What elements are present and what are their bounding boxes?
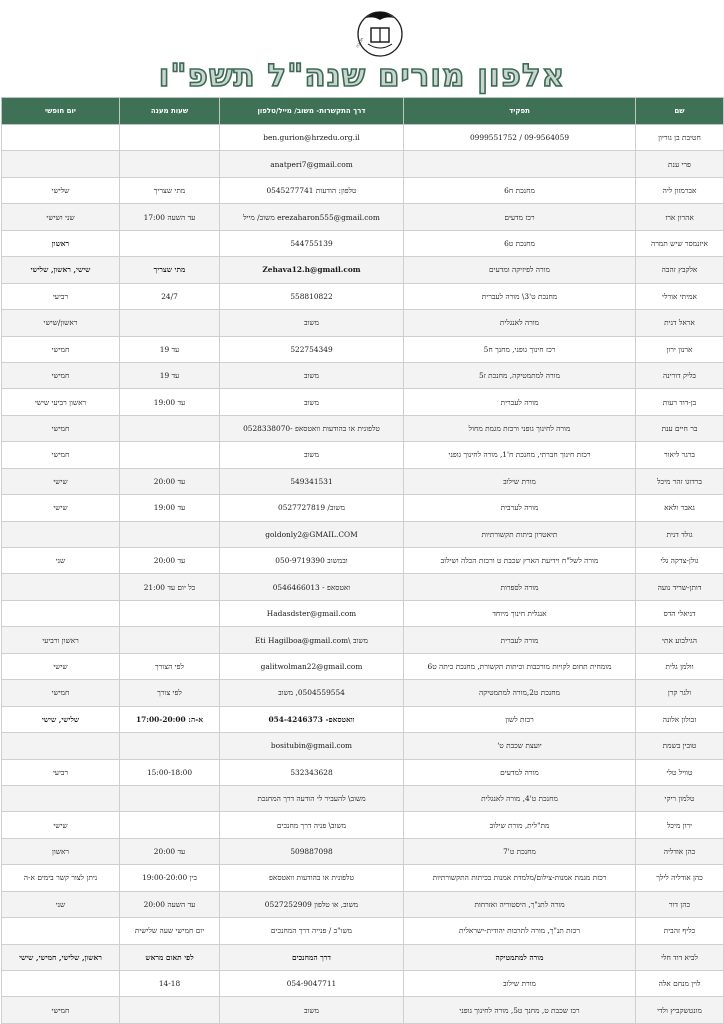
hours-cell (120, 600, 220, 626)
role-cell: מחנכת ט6 (404, 230, 636, 256)
dayoff-cell: חמישי (2, 442, 120, 468)
role-cell: מורה לשל"ח וידיעת הארץ שכבת ט ורכזת הכלה ושילוב (404, 548, 636, 574)
contact-cell: משוב, או טלפון 0527252909 (220, 891, 404, 917)
dayoff-cell: שישי (2, 468, 120, 494)
hours-cell (120, 125, 220, 151)
table-row (2, 891, 724, 917)
role-cell: מורה לחינוך גופני ורכזת מגמת מחול (404, 415, 636, 441)
hours-cell: לפי צורך (120, 680, 220, 706)
contact-cell: 509887098 (220, 838, 404, 864)
dayoff-cell: חמישי (2, 997, 120, 1024)
role-cell: מחנכת ט2,מורה למתמטיקה (404, 680, 636, 706)
name-cell: מונטשקביץ ולדי (636, 997, 724, 1024)
dayoff-cell: חמישי (2, 336, 120, 362)
role-cell: מורה למתמטיקה, מחנכת ז5 (404, 362, 636, 388)
name-cell: כהן אודליה לילך (636, 865, 724, 891)
dayoff-cell: רביעי (2, 759, 120, 785)
dayoff-cell (2, 574, 120, 600)
contact-cell: משוב (220, 389, 404, 415)
contact-cell: 549341531 (220, 468, 404, 494)
contact-cell: Zehava12.h@gmail.com (220, 257, 404, 283)
role-cell (404, 151, 636, 177)
name-cell: ברגר ליאור (636, 442, 724, 468)
hours-cell: עד 20:00 (120, 548, 220, 574)
role-cell: יועצת שכבת ט' (404, 733, 636, 759)
table-row (2, 415, 724, 441)
table-row (2, 336, 724, 362)
dayoff-cell (2, 125, 120, 151)
table-row (2, 310, 724, 336)
name-cell: כליף זהבית (636, 918, 724, 944)
dayoff-cell (2, 151, 120, 177)
name-cell: גולן-צדקה גלי (636, 548, 724, 574)
hours-cell: 15:00-18:00 (120, 759, 220, 785)
name-cell: גולד דנית (636, 521, 724, 547)
role-cell: מורה לאנגלית (404, 310, 636, 336)
table-row (2, 548, 724, 574)
hours-cell (120, 442, 220, 468)
role-cell: מורת שילוב (404, 971, 636, 997)
name-cell: כהן אודליה (636, 838, 724, 864)
hours-cell: עד 19 (120, 336, 220, 362)
name-cell: לוין מנחם אלה (636, 971, 724, 997)
dayoff-cell: שישי, ראשון, שלישי (2, 257, 120, 283)
table-row (2, 600, 724, 626)
page-title: אלפון מורים שנה"ל תשפ"ו (158, 58, 566, 94)
dayoff-cell: שישי (2, 653, 120, 679)
dayoff-cell (2, 733, 120, 759)
dayoff-cell: ניתן לצור קשר בימים א-ה (2, 865, 120, 891)
role-cell: מחנכת ט'7 (404, 838, 636, 864)
dayoff-cell: חמישי (2, 415, 120, 441)
name-cell: ארנון ירון (636, 336, 724, 362)
dayoff-cell: ראשון (2, 230, 120, 256)
contact-cell: ואטסאפ - 0546466013 (220, 574, 404, 600)
table-row (2, 865, 724, 891)
contact-cell: anatperi7@gmail.com (220, 151, 404, 177)
role-cell: מת"לית, מורת שילוב (404, 812, 636, 838)
table-row (2, 521, 724, 547)
role-cell: רכז מדעים (404, 204, 636, 230)
table-row (2, 362, 724, 388)
dayoff-cell: שלישי, שישי (2, 706, 120, 732)
dayoff-cell: ראשון/שישי (2, 310, 120, 336)
table-row (2, 812, 724, 838)
hours-cell (120, 627, 220, 653)
hours-cell: בין 19:00-20:00 (120, 865, 220, 891)
table-row (2, 680, 724, 706)
hours-cell (120, 521, 220, 547)
contact-cell: galitwolman22@gmail.com (220, 653, 404, 679)
hours-cell: עד 20:00 (120, 468, 220, 494)
role-cell: אנגלית חינוך מיוחד (404, 600, 636, 626)
name-cell: וולמן גלית (636, 653, 724, 679)
table-row (2, 918, 724, 944)
hours-cell: כל יום עד 21:00 (120, 574, 220, 600)
hours-cell: עד השעה 17:00 (120, 204, 220, 230)
table-row (2, 838, 724, 864)
table-row (2, 759, 724, 785)
hours-cell (120, 310, 220, 336)
name-cell: חטיבת בן גוריון (636, 125, 724, 151)
hours-cell: לפי הצורך (120, 653, 220, 679)
dayoff-cell: שני ושישי (2, 204, 120, 230)
dayoff-cell: חמישי (2, 362, 120, 388)
role-cell: רכזת חינוך חברתי, מחנכת ח'1, מורה לחינוך גופני (404, 442, 636, 468)
name-cell: בליק דורינה (636, 362, 724, 388)
dayoff-cell (2, 785, 120, 811)
contact-cell: משוב/ 0527727819 (220, 495, 404, 521)
dayoff-cell (2, 521, 120, 547)
role-cell: מחנכת ט'3\ מורה לעברית (404, 283, 636, 309)
hours-cell: עד 19:00 (120, 495, 220, 521)
name-cell: בר חיים ענת (636, 415, 724, 441)
dayoff-cell (2, 918, 120, 944)
role-cell: 09-9564059 / 0999551752 (404, 125, 636, 151)
role-cell: מורה למדעים (404, 759, 636, 785)
role-cell: מורה לתנ"ך, היסטוריה ואזרחות (404, 891, 636, 917)
hours-cell (120, 812, 220, 838)
column-header-name: שם (636, 98, 724, 125)
table-row (2, 944, 724, 970)
role-cell: מורה למתמטיקה (404, 944, 636, 970)
name-cell: טובין בשמת (636, 733, 724, 759)
dayoff-cell: ראשון (2, 838, 120, 864)
column-header-hours: שעות מענה (120, 98, 220, 125)
table-row (2, 151, 724, 177)
hours-cell (120, 733, 220, 759)
hours-cell: 24/7 (120, 283, 220, 309)
column-header-role: תפקיד (404, 98, 636, 125)
table-row (2, 971, 724, 997)
role-cell: תיאטרון ביתות תקשורתיות (404, 521, 636, 547)
table-row (2, 653, 724, 679)
name-cell: ירון מיכל (636, 812, 724, 838)
dayoff-cell: חמישי (2, 680, 120, 706)
name-cell: פרי ענת (636, 151, 724, 177)
role-cell: רכז חינוך גופני, מחנך ח5 (404, 336, 636, 362)
role-cell: מחנכת ח6 (404, 177, 636, 203)
hours-cell: מתי שצריך (120, 257, 220, 283)
svg-text:חטיבה: חטיבה (354, 36, 365, 49)
contact-cell: 054-9047711 (220, 971, 404, 997)
contact-cell: 522754349 (220, 336, 404, 362)
hours-cell (120, 785, 220, 811)
name-cell: כהן דור (636, 891, 724, 917)
contact-cell: 544755139 (220, 230, 404, 256)
contact-cell: bositubin@gmail.com (220, 733, 404, 759)
name-cell: אלקבץ זהבה (636, 257, 724, 283)
table-row (2, 574, 724, 600)
contact-cell: טלפון: הודעות 0545277741 (220, 177, 404, 203)
name-cell: דותן-שריד נועה (636, 574, 724, 600)
dayoff-cell (2, 600, 120, 626)
table-row (2, 389, 724, 415)
table-row (2, 125, 724, 151)
dayoff-cell: ראשון, שלישי, חמישי, שישי (2, 944, 120, 970)
contact-cell: 558810822 (220, 283, 404, 309)
contact-cell: משוב\ פניה דרך מחנכים (220, 812, 404, 838)
table-row (2, 733, 724, 759)
hours-cell: מתי שצריך (120, 177, 220, 203)
table-row (2, 257, 724, 283)
role-cell: רכזת תנ"ך, מורה לתרבות יהודית-ישראלית (404, 918, 636, 944)
name-cell: בן-דוד רעות (636, 389, 724, 415)
contact-cell: משוב (220, 310, 404, 336)
column-header-contact: דרך התקשרות- משוב/ מייל/טלפון (220, 98, 404, 125)
name-cell: זבולון אלונה (636, 706, 724, 732)
name-cell: אראל דנית (636, 310, 724, 336)
hours-cell (120, 151, 220, 177)
name-cell: טלמון ריקי (636, 785, 724, 811)
contact-cell: טלפונית או בהודעות וואטסאפ (220, 865, 404, 891)
role-cell: רכזת לשון (404, 706, 636, 732)
role-cell: מורת שילוב (404, 468, 636, 494)
hours-cell: לפי תאום מראש (120, 944, 220, 970)
name-cell: גאבר ולאא (636, 495, 724, 521)
hours-cell: 14-18 (120, 971, 220, 997)
hours-cell (120, 997, 220, 1024)
dayoff-cell (2, 971, 120, 997)
contact-cell: טלפונית או בהודעות וואטסאפ -0528338070 (220, 415, 404, 441)
contact-cell: goldonly2@GMAIL.COM (220, 521, 404, 547)
dayoff-cell: ראשון ורביעי (2, 627, 120, 653)
name-cell: הגילבוע אתי (636, 627, 724, 653)
dayoff-cell: שלישי (2, 177, 120, 203)
dayoff-cell: שישי (2, 812, 120, 838)
name-cell: דניאלי הדס (636, 600, 724, 626)
contact-cell: משוב\ להעביר לי הודעה דרך המחנכת (220, 785, 404, 811)
name-cell: ולגר קרן (636, 680, 724, 706)
hours-cell: עד השעה 20:00 (120, 891, 220, 917)
column-header-dayoff: יום חופשי (2, 98, 120, 125)
name-cell: טוויל טלי (636, 759, 724, 785)
table-row (2, 495, 724, 521)
table-row (2, 177, 724, 203)
contact-cell: Hadasdster@gmail.com (220, 600, 404, 626)
role-cell: מורה לעברית (404, 627, 636, 653)
table-row (2, 204, 724, 230)
hours-cell: יום חמישי שעה שלישית (120, 918, 220, 944)
hours-cell (120, 415, 220, 441)
contact-cell: משוב \Eti Hagilboa@gmail.com (220, 627, 404, 653)
contact-cell: 532343628 (220, 759, 404, 785)
role-cell: רכזת מגמת אמנות-צילום/מלמדת אמנות בכיתות התקשורתיות (404, 865, 636, 891)
table-row (2, 468, 724, 494)
hours-cell: עד 19:00 (120, 389, 220, 415)
role-cell: מורה לפיזיקה ומדעים (404, 257, 636, 283)
dayoff-cell: רביעי (2, 283, 120, 309)
contact-cell: דרך המחנכים (220, 944, 404, 970)
name-cell: איזנמסר שיש תמרה (636, 230, 724, 256)
name-cell: לביא דוד חלי (636, 944, 724, 970)
contact-cell: 0504559554, משוב (220, 680, 404, 706)
table-row (2, 785, 724, 811)
role-cell: מורה לערבית (404, 495, 636, 521)
dayoff-cell: שני (2, 548, 120, 574)
contact-cell: משו"ב / פנייה דרך המחנכים (220, 918, 404, 944)
dayoff-cell: שישי (2, 495, 120, 521)
contact-cell: erezaharon555@gmail.com משוב/ מייל (220, 204, 404, 230)
table-row (2, 706, 724, 732)
hours-cell: עד 20:00 (120, 838, 220, 864)
contact-cell: משוב (220, 442, 404, 468)
hours-cell (120, 230, 220, 256)
role-cell: רכז שכבת ט, מחנך ט5, מורה לחינוך גופני (404, 997, 636, 1024)
role-cell: מחנכת ט'4, מורה לאנגלית (404, 785, 636, 811)
name-cell: ברדוגו זהר מיכל (636, 468, 724, 494)
table-row (2, 997, 724, 1024)
teachers-directory-table (1, 97, 724, 1024)
table-row (2, 442, 724, 468)
table-row (2, 627, 724, 653)
contact-cell: משוב (220, 997, 404, 1024)
table-row (2, 230, 724, 256)
dayoff-cell: שני (2, 891, 120, 917)
contact-cell: ובמשוב 050-9719390 (220, 548, 404, 574)
contact-cell: משוב (220, 362, 404, 388)
hours-cell: א-ה: 17:00-20:00 (120, 706, 220, 732)
name-cell: אהרון ארז (636, 204, 724, 230)
dayoff-cell: ראשון רביעי שישי (2, 389, 120, 415)
name-cell: אמיתי אורלי (636, 283, 724, 309)
role-cell: מורה לספרות (404, 574, 636, 600)
school-logo (352, 8, 408, 60)
hours-cell: עד 19 (120, 362, 220, 388)
role-cell: מומחית תחום לקויות מורכבות וכיתות תקשורת, מחנכת כיתה ט6 (404, 653, 636, 679)
role-cell: מורה לעברית (404, 389, 636, 415)
contact-cell: וואטסאפ- 054-4246373 (220, 706, 404, 732)
name-cell: אברמזון ליה (636, 177, 724, 203)
table-row (2, 283, 724, 309)
contact-cell: ben.gurion@hrzedu.org.il (220, 125, 404, 151)
table-header-row (2, 98, 724, 125)
